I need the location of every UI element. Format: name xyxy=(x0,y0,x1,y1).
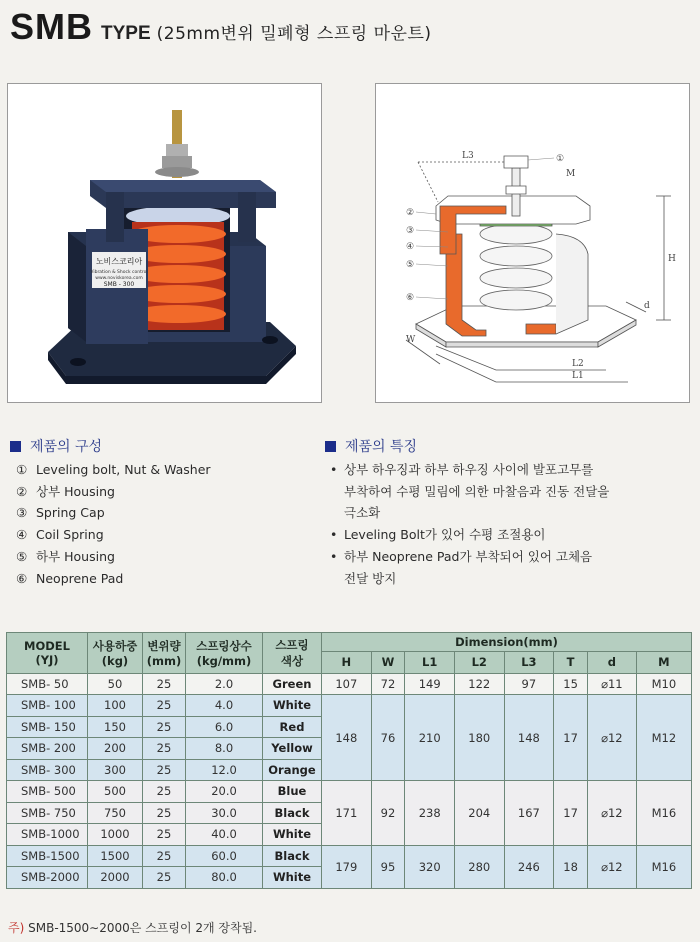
feature-text: 상부 하우징과 하부 하우징 사이에 발포고무를 xyxy=(344,462,594,477)
square-bullet-icon xyxy=(10,441,21,452)
cell-dim-d: ⌀12 xyxy=(587,781,636,846)
table-row xyxy=(7,673,692,695)
feature-line xyxy=(330,524,609,546)
cell-disp: 25 xyxy=(143,781,186,803)
plate-sub: Vibration & Shock control xyxy=(90,270,148,275)
component-number: ⑥ xyxy=(16,570,28,586)
cell-load: 1000 xyxy=(88,824,143,846)
cell-dim-h: 179 xyxy=(322,845,372,888)
features-list xyxy=(330,459,609,589)
component-label: Neoprene Pad xyxy=(36,570,124,586)
footnote xyxy=(8,919,257,936)
plate-url: www.noviskorea.com xyxy=(95,276,143,281)
component-item xyxy=(16,546,211,568)
cell-const: 6.0 xyxy=(186,716,263,738)
cell-dim-w: 95 xyxy=(371,845,405,888)
cell-disp: 25 xyxy=(143,824,186,846)
cell-dim-h: 171 xyxy=(322,781,372,846)
cell-color: White xyxy=(263,867,322,889)
components-list xyxy=(16,459,211,589)
cell-load: 100 xyxy=(88,695,143,717)
cell-disp: 25 xyxy=(143,867,186,889)
cell-dim-l3: 246 xyxy=(504,845,554,888)
feature-text: 하부 Neoprene Pad가 부착되어 있어 고체음 xyxy=(344,548,593,564)
cell-color: Black xyxy=(263,802,322,824)
technical-drawing xyxy=(375,83,690,403)
feature-text: 극소화 xyxy=(344,505,381,521)
component-item xyxy=(16,459,211,481)
dim-l1: L1 xyxy=(572,371,584,381)
component-number: ③ xyxy=(16,505,28,521)
cell-const: 30.0 xyxy=(186,802,263,824)
cell-dim-l3: 148 xyxy=(504,695,554,781)
cell-const: 4.0 xyxy=(186,695,263,717)
cell-color: Red xyxy=(263,716,322,738)
dim-col-header: H xyxy=(322,652,372,674)
component-item xyxy=(16,568,211,590)
dim-col-header: L3 xyxy=(504,652,554,674)
component-item xyxy=(16,524,211,546)
cell-disp: 25 xyxy=(143,695,186,717)
cell-dim-d: ⌀11 xyxy=(587,673,636,695)
cell-dim-l1: 320 xyxy=(405,845,455,888)
cell-dim-l1: 210 xyxy=(405,695,455,781)
col-model: MODEL (YJ) xyxy=(7,633,88,674)
square-bullet-icon xyxy=(325,441,336,452)
cell-load: 2000 xyxy=(88,867,143,889)
cell-dim-m: M16 xyxy=(636,845,691,888)
model-name: SMB xyxy=(10,6,93,47)
page-subtitle: (25mm변위 밀폐형 스프링 마운트) xyxy=(156,24,432,44)
cell-model: SMB- 50 xyxy=(7,673,88,695)
cell-model: SMB-1000 xyxy=(7,824,88,846)
footnote-mark: 주) xyxy=(8,921,25,935)
cell-dim-t: 15 xyxy=(554,673,588,695)
cell-dim-t: 17 xyxy=(554,781,588,846)
cell-const: 40.0 xyxy=(186,824,263,846)
cell-dim-h: 107 xyxy=(322,673,372,695)
cell-dim-l2: 122 xyxy=(454,673,504,695)
footnote-text: SMB-1500∼2000은 스프링이 2개 장착됨. xyxy=(28,921,257,935)
table-row xyxy=(7,781,692,803)
cell-dim-m: M16 xyxy=(636,781,691,846)
cell-disp: 25 xyxy=(143,716,186,738)
cell-load: 50 xyxy=(88,673,143,695)
dim-h: H xyxy=(668,254,676,264)
bullet-icon: • xyxy=(330,527,338,543)
cell-load: 1500 xyxy=(88,845,143,867)
cell-load: 750 xyxy=(88,802,143,824)
cell-dim-w: 76 xyxy=(371,695,405,781)
component-number: ① xyxy=(16,462,28,477)
feature-line xyxy=(330,568,609,590)
cell-dim-t: 17 xyxy=(554,695,588,781)
cell-disp: 25 xyxy=(143,845,186,867)
table-row xyxy=(7,845,692,867)
component-item xyxy=(16,502,211,524)
cell-disp: 25 xyxy=(143,802,186,824)
cell-color: White xyxy=(263,695,322,717)
cell-dim-w: 92 xyxy=(371,781,405,846)
spec-table xyxy=(6,632,692,889)
callout-5: ⑤ xyxy=(406,260,415,270)
spring-mount-photo xyxy=(8,84,321,402)
cell-dim-w: 72 xyxy=(371,673,405,695)
cell-dim-t: 18 xyxy=(554,845,588,888)
cell-dim-l1: 238 xyxy=(405,781,455,846)
cell-const: 12.0 xyxy=(186,759,263,781)
component-number: ② xyxy=(16,483,28,499)
feature-line xyxy=(330,459,609,481)
product-photo xyxy=(7,83,322,403)
cell-disp: 25 xyxy=(143,738,186,760)
cell-load: 200 xyxy=(88,738,143,760)
col-dimension: Dimension(mm) xyxy=(322,633,692,652)
feature-text: 전달 방지 xyxy=(344,570,397,586)
cell-color: White xyxy=(263,824,322,846)
cell-const: 2.0 xyxy=(186,673,263,695)
dim-col-header: d xyxy=(587,652,636,674)
cell-model: SMB-1500 xyxy=(7,845,88,867)
component-label: 상부 Housing xyxy=(36,483,115,499)
cell-const: 8.0 xyxy=(186,738,263,760)
dim-col-header: L1 xyxy=(405,652,455,674)
components-heading: 제품의 구성 xyxy=(10,436,102,456)
dim-l3: L3 xyxy=(462,151,474,161)
cell-model: SMB- 100 xyxy=(7,695,88,717)
feature-line xyxy=(330,481,609,503)
page-title xyxy=(10,6,432,48)
bullet-icon: • xyxy=(330,462,338,477)
component-number: ⑤ xyxy=(16,548,28,564)
cell-color: Blue xyxy=(263,781,322,803)
features-heading: 제품의 특징 xyxy=(325,436,417,456)
component-label: Spring Cap xyxy=(36,505,105,521)
cell-color: Yellow xyxy=(263,738,322,760)
cell-dim-m: M10 xyxy=(636,673,691,695)
bullet-icon: • xyxy=(330,548,338,564)
cell-model: SMB- 150 xyxy=(7,716,88,738)
cell-dim-l2: 204 xyxy=(454,781,504,846)
feature-text: Leveling Bolt가 있어 수평 조절용이 xyxy=(344,527,546,543)
plate-brand: 노비스코리아 xyxy=(95,257,143,266)
cell-disp: 25 xyxy=(143,673,186,695)
dim-d: d xyxy=(644,301,650,311)
cell-model: SMB- 500 xyxy=(7,781,88,803)
dim-col-header: T xyxy=(554,652,588,674)
dim-w: W xyxy=(406,335,416,345)
callout-3: ③ xyxy=(406,226,415,236)
component-label: Coil Spring xyxy=(36,527,104,543)
cell-color: Orange xyxy=(263,759,322,781)
cell-dim-l2: 180 xyxy=(454,695,504,781)
dim-col-header: W xyxy=(371,652,405,674)
cell-model: SMB- 300 xyxy=(7,759,88,781)
cell-dim-h: 148 xyxy=(322,695,372,781)
cell-dim-l1: 149 xyxy=(405,673,455,695)
cell-disp: 25 xyxy=(143,759,186,781)
cell-load: 150 xyxy=(88,716,143,738)
cell-const: 60.0 xyxy=(186,845,263,867)
cell-const: 80.0 xyxy=(186,867,263,889)
component-label: Leveling bolt, Nut & Washer xyxy=(36,462,211,477)
cell-dim-l2: 280 xyxy=(454,845,504,888)
feature-line xyxy=(330,546,609,568)
col-load: 사용하중 (kg) xyxy=(88,633,143,674)
component-number: ④ xyxy=(16,527,28,543)
feature-line xyxy=(330,502,609,524)
table-row xyxy=(7,695,692,717)
cell-model: SMB- 200 xyxy=(7,738,88,760)
cell-load: 300 xyxy=(88,759,143,781)
cell-dim-l3: 167 xyxy=(504,781,554,846)
col-disp: 변위량 (mm) xyxy=(143,633,186,674)
cell-dim-l3: 97 xyxy=(504,673,554,695)
callout-4: ④ xyxy=(406,242,415,252)
dim-m: M xyxy=(566,169,576,179)
cell-color: Green xyxy=(263,673,322,695)
type-label: TYPE xyxy=(101,23,151,44)
cell-dim-d: ⌀12 xyxy=(587,695,636,781)
cell-model: SMB-2000 xyxy=(7,867,88,889)
cell-model: SMB- 750 xyxy=(7,802,88,824)
callout-6: ⑥ xyxy=(406,293,415,303)
cell-const: 20.0 xyxy=(186,781,263,803)
col-const: 스프링상수 (kg/mm) xyxy=(186,633,263,674)
component-label: 하부 Housing xyxy=(36,548,115,564)
dim-col-header: L2 xyxy=(454,652,504,674)
plate-model: SMB - 300 xyxy=(103,281,135,288)
feature-text: 부착하여 수평 밀림에 의한 마찰음과 진동 전달을 xyxy=(344,483,610,499)
cell-dim-m: M12 xyxy=(636,695,691,781)
component-item xyxy=(16,481,211,503)
cell-dim-d: ⌀12 xyxy=(587,845,636,888)
cell-load: 500 xyxy=(88,781,143,803)
cutaway-drawing xyxy=(376,84,689,402)
dim-l2: L2 xyxy=(572,359,584,369)
col-color: 스프링 색상 xyxy=(263,633,322,674)
callout-2: ② xyxy=(406,208,415,218)
dim-col-header: M xyxy=(636,652,691,674)
callout-1: ① xyxy=(556,154,565,164)
cell-color: Black xyxy=(263,845,322,867)
